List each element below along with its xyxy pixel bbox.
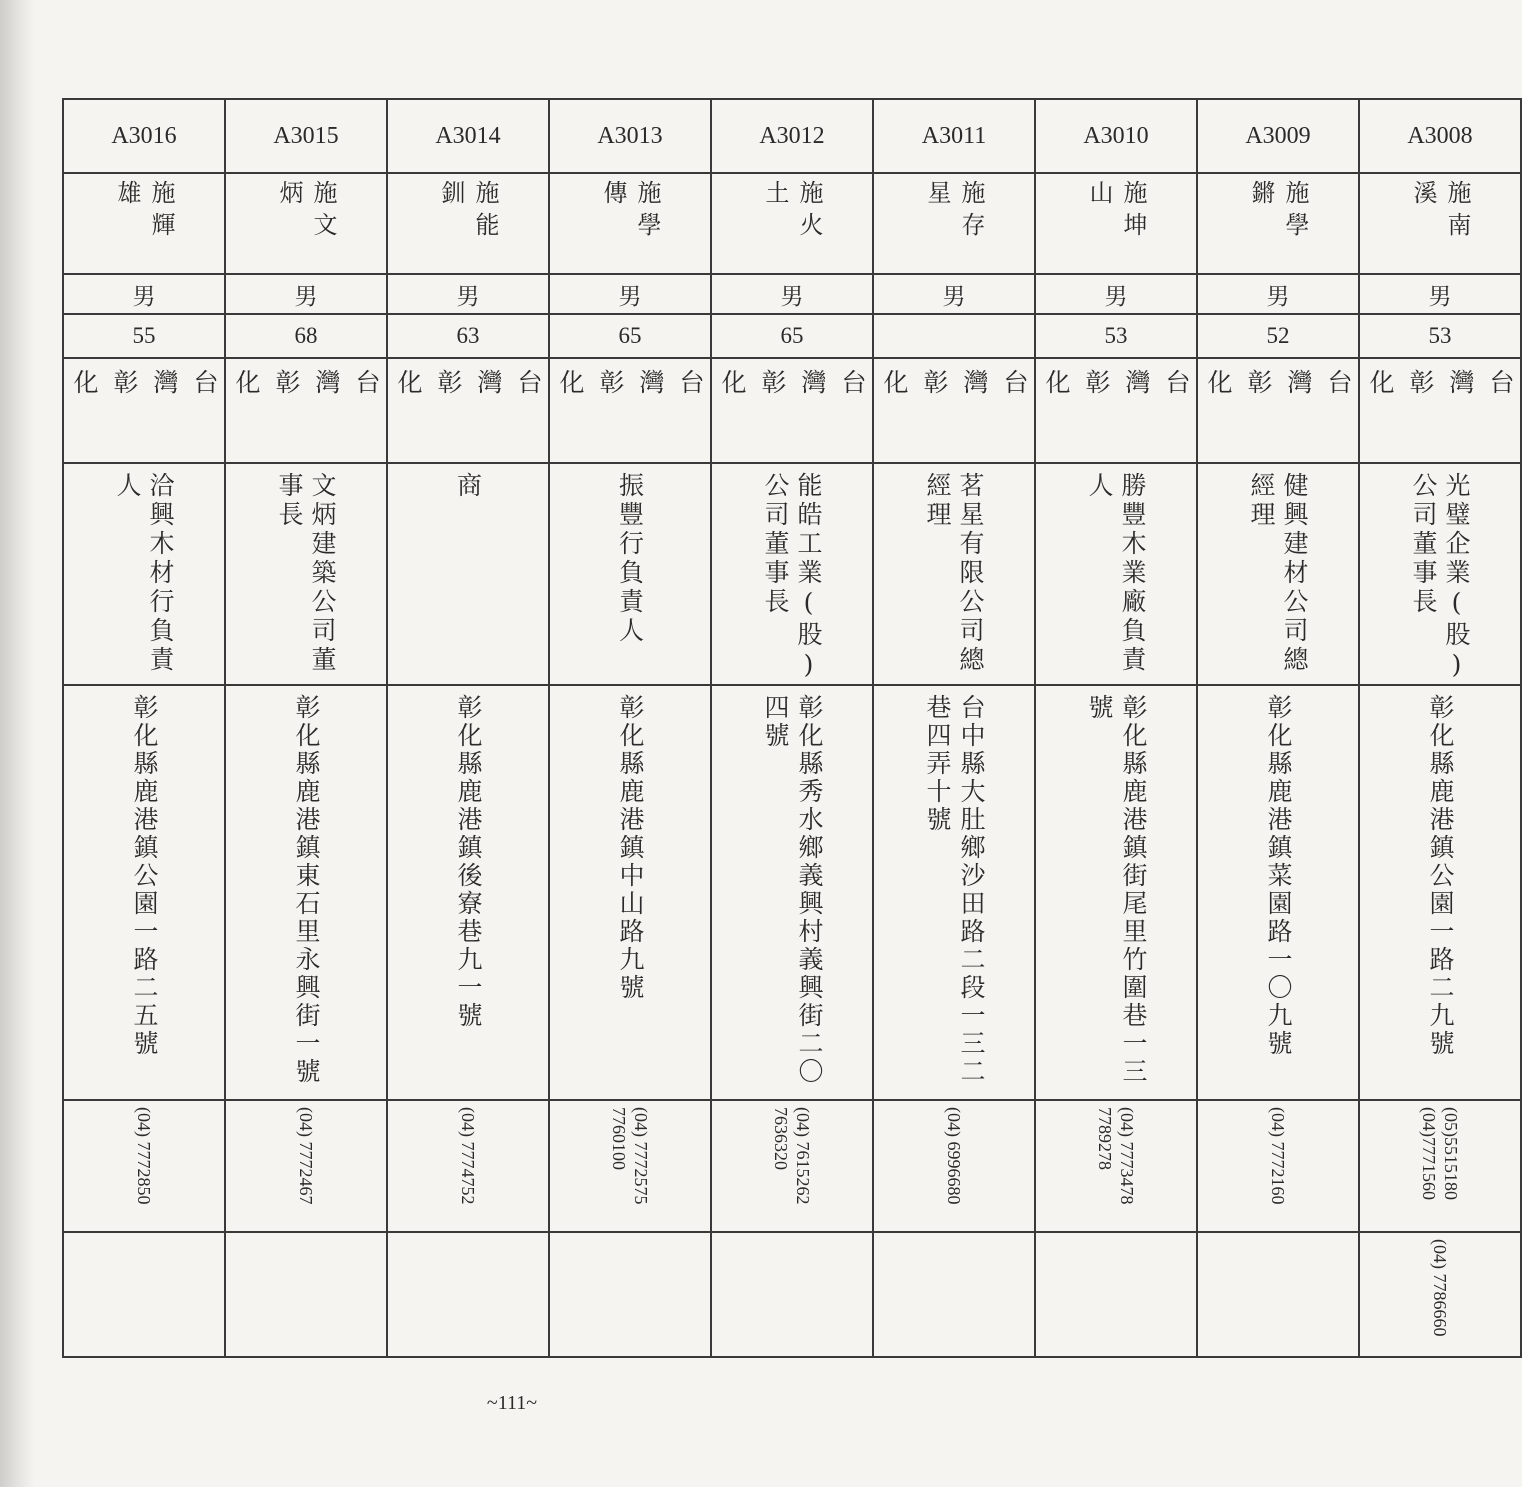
- phone-number: (04) 6996680: [944, 1107, 964, 1205]
- address: 彰化縣秀水鄉義興村義興街二〇四號: [761, 694, 824, 1086]
- phone-cell: [873, 1100, 1035, 1232]
- occupation: 光璧企業(股)公司董事長: [1409, 472, 1471, 683]
- occupation: 洽興木材行負責人: [113, 472, 175, 675]
- address: 彰化縣鹿港鎮公園一路二五號: [130, 694, 159, 1058]
- member-age: 52: [1197, 314, 1359, 358]
- phone-cell: [711, 1100, 873, 1232]
- member-id: A3009: [1197, 99, 1359, 173]
- name-cell: [387, 173, 549, 274]
- age-row: [63, 314, 1521, 358]
- address: 彰化縣鹿港鎮公園一路二九號: [1426, 694, 1455, 1058]
- occupation-cell: [1035, 463, 1197, 685]
- address-cell: [549, 685, 711, 1100]
- book-binding-shadow: [0, 0, 34, 1487]
- phone-number: (05)5515180 (04)7771560: [1419, 1107, 1461, 1200]
- note-cell: [387, 1232, 549, 1357]
- member-id: A3016: [63, 99, 225, 173]
- member-id: A3013: [549, 99, 711, 173]
- native-cell: [1035, 358, 1197, 463]
- address-cell: [873, 685, 1035, 1100]
- member-gender: 男: [1035, 274, 1197, 314]
- gender-row: [63, 274, 1521, 314]
- native-place: 台灣彰化: [718, 369, 867, 422]
- member-name: 施文炳: [275, 180, 337, 244]
- name-cell: [225, 173, 387, 274]
- address-cell: [63, 685, 225, 1100]
- note: (04) 7786660: [1430, 1239, 1450, 1337]
- member-id: A3015: [225, 99, 387, 173]
- phone-cell: [225, 1100, 387, 1232]
- member-gender: 男: [225, 274, 387, 314]
- note-cell: [873, 1232, 1035, 1357]
- name-cell: [549, 173, 711, 274]
- occupation-cell: [1359, 463, 1521, 685]
- native-cell: [63, 358, 225, 463]
- native-place: 台灣彰化: [394, 369, 543, 422]
- member-name: 施存星: [923, 180, 985, 244]
- phone-number: (04) 7774752: [458, 1107, 478, 1205]
- address: 彰化縣鹿港鎮菜園路一〇九號: [1264, 694, 1293, 1058]
- native-place: 台灣彰化: [1366, 369, 1515, 422]
- member-name: 施坤山: [1085, 180, 1147, 244]
- name-cell: [63, 173, 225, 274]
- phone-number: (04) 7615262 7636320: [771, 1107, 813, 1205]
- native-cell: [1359, 358, 1521, 463]
- occupation-cell: [1197, 463, 1359, 685]
- member-age: 68: [225, 314, 387, 358]
- phone-row: [63, 1100, 1521, 1232]
- page-number: ~111~: [486, 1392, 538, 1414]
- phone-number: (04) 7772160: [1268, 1107, 1288, 1205]
- name-cell: [1035, 173, 1197, 274]
- phone-cell: [1359, 1100, 1521, 1232]
- address: 彰化縣鹿港鎮後寮巷九一號: [454, 694, 483, 1030]
- address: 彰化縣鹿港鎮東石里永興街一號: [292, 694, 321, 1086]
- member-gender: 男: [1359, 274, 1521, 314]
- note-cell: [549, 1232, 711, 1357]
- member-name: 施火土: [761, 180, 823, 244]
- member-name: 施輝雄: [113, 180, 175, 244]
- member-id: A3012: [711, 99, 873, 173]
- occupation: 商: [453, 472, 483, 501]
- member-gender: 男: [873, 274, 1035, 314]
- native-cell: [225, 358, 387, 463]
- address-cell: [225, 685, 387, 1100]
- occupation: 勝豐木業廠負責人: [1085, 472, 1147, 675]
- name-cell: [711, 173, 873, 274]
- address-cell: [387, 685, 549, 1100]
- member-age: 63: [387, 314, 549, 358]
- phone-number: (04) 7772467: [296, 1107, 316, 1205]
- member-gender: 男: [1197, 274, 1359, 314]
- occupation-cell: [225, 463, 387, 685]
- occupation: 文炳建築公司董事長: [275, 472, 337, 675]
- address: 彰化縣鹿港鎮中山路九號: [616, 694, 645, 1002]
- member-name: 施南溪: [1409, 180, 1471, 244]
- phone-cell: [549, 1100, 711, 1232]
- phone-cell: [1197, 1100, 1359, 1232]
- occupation-cell: [549, 463, 711, 685]
- native-cell: [549, 358, 711, 463]
- member-age: [873, 314, 1035, 358]
- native-place: 台灣彰化: [1204, 369, 1353, 422]
- member-name: 施學鏘: [1247, 180, 1309, 244]
- native-cell: [711, 358, 873, 463]
- native-place-row: [63, 358, 1521, 463]
- native-cell: [1197, 358, 1359, 463]
- member-age: 65: [549, 314, 711, 358]
- member-gender: 男: [711, 274, 873, 314]
- address-cell: [1197, 685, 1359, 1100]
- native-cell: [387, 358, 549, 463]
- phone-number: (04) 7772850: [134, 1107, 154, 1205]
- note-cell: [1197, 1232, 1359, 1357]
- occupation-row: [63, 463, 1521, 685]
- native-place: 台灣彰化: [1042, 369, 1191, 422]
- native-place: 台灣彰化: [70, 369, 219, 422]
- name-cell: [873, 173, 1035, 274]
- member-id: A3011: [873, 99, 1035, 173]
- member-gender: 男: [63, 274, 225, 314]
- member-age: 53: [1035, 314, 1197, 358]
- occupation: 健興建材公司總經理: [1247, 472, 1309, 675]
- note-cell: [1359, 1232, 1521, 1357]
- note-cell: [711, 1232, 873, 1357]
- phone-cell: [387, 1100, 549, 1232]
- native-place: 台灣彰化: [232, 369, 381, 422]
- member-name: 施能釧: [437, 180, 499, 244]
- phone-cell: [1035, 1100, 1197, 1232]
- member-gender: 男: [387, 274, 549, 314]
- native-cell: [873, 358, 1035, 463]
- member-age: 65: [711, 314, 873, 358]
- occupation-cell: [873, 463, 1035, 685]
- member-name: 施學傳: [599, 180, 661, 244]
- native-place: 台灣彰化: [880, 369, 1029, 422]
- address-row: [63, 685, 1521, 1100]
- member-id: A3010: [1035, 99, 1197, 173]
- address: 台中縣大肚鄉沙田路二段一三二巷四弄十號: [923, 694, 986, 1086]
- note-cell: [225, 1232, 387, 1357]
- name-cell: [1197, 173, 1359, 274]
- phone-number: (04) 7773478 7789278: [1095, 1107, 1137, 1205]
- address: 彰化縣鹿港鎮街尾里竹圍巷一三號: [1085, 694, 1148, 1086]
- member-age: 55: [63, 314, 225, 358]
- phone-number: (04) 7772575 7760100: [609, 1107, 651, 1205]
- member-gender: 男: [549, 274, 711, 314]
- occupation-cell: [711, 463, 873, 685]
- occupation-cell: [63, 463, 225, 685]
- note-cell: [63, 1232, 225, 1357]
- native-place: 台灣彰化: [556, 369, 705, 422]
- name-cell: [1359, 173, 1521, 274]
- name-row: [63, 173, 1521, 274]
- address-cell: [1359, 685, 1521, 1100]
- occupation: 振豐行負責人: [615, 472, 645, 646]
- occupation: 茗星有限公司總經理: [923, 472, 985, 675]
- member-age: 53: [1359, 314, 1521, 358]
- member-id: A3014: [387, 99, 549, 173]
- phone-cell: [63, 1100, 225, 1232]
- address-cell: [1035, 685, 1197, 1100]
- occupation-cell: [387, 463, 549, 685]
- address-cell: [711, 685, 873, 1100]
- note-cell: [1035, 1232, 1197, 1357]
- note-row: [63, 1232, 1521, 1357]
- member-id: A3008: [1359, 99, 1521, 173]
- member-register-table: [62, 98, 1522, 1358]
- occupation: 能皓工業(股)公司董事長: [761, 472, 823, 683]
- id-row: [63, 99, 1521, 173]
